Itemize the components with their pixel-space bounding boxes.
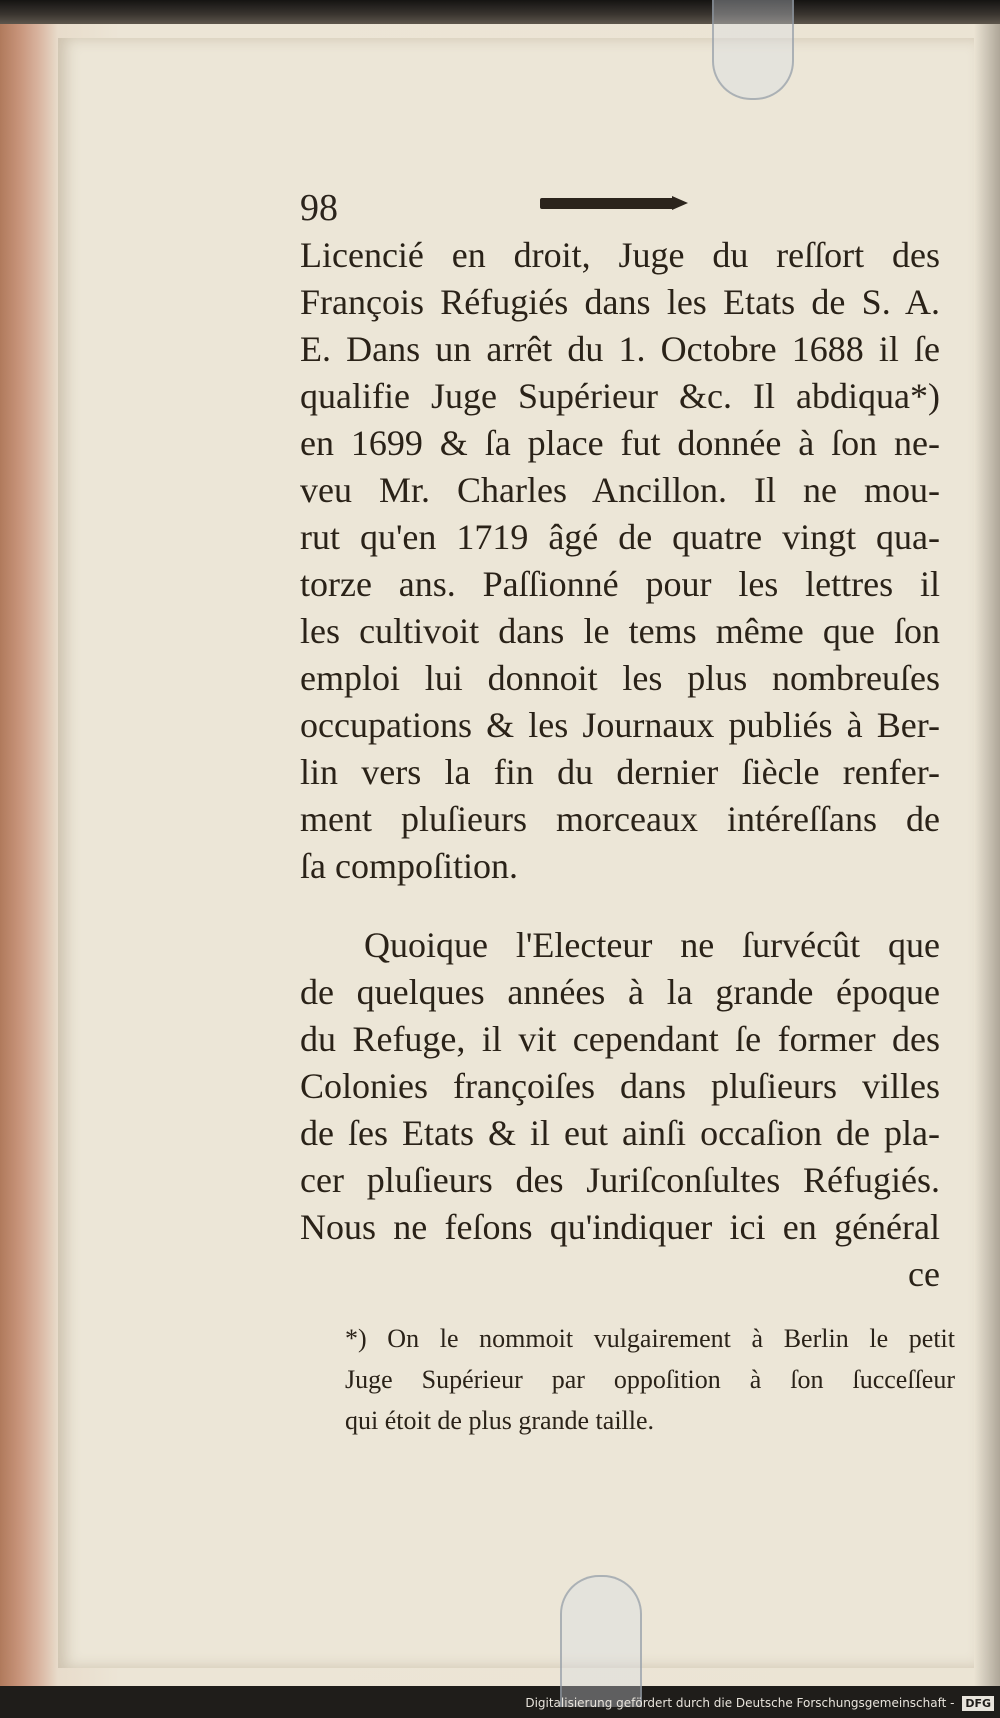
page-header: [300, 186, 940, 236]
page-clip-bottom: [560, 1575, 642, 1707]
body-line: ſa compoſition.: [300, 846, 518, 886]
body-line: ment pluſieurs morceaux intéreſſans de: [300, 799, 940, 839]
body-line: veu Mr. Charles Ancillon. Il ne mou-: [300, 470, 940, 510]
body-line: rut qu'en 1719 âgé de quatre vingt qua-: [300, 517, 940, 557]
body-line: lin vers la fin du dernier ſiècle renfer-: [300, 752, 940, 792]
footnote-line: *) On le nommoit vulgairement à Berlin le petit: [345, 1324, 955, 1353]
body-line: du Refuge, il vit cependant ſe former des: [300, 1019, 940, 1059]
body-line: les cultivoit dans le tems même que ſon: [300, 611, 940, 651]
body-line: Licencié en droit, Juge du reſſort des: [300, 235, 940, 275]
digitization-credit: [525, 1690, 994, 1716]
spine-shadow: [974, 18, 1000, 1686]
top-edge: [0, 0, 1000, 24]
catchword: ce: [908, 1254, 940, 1294]
body-line: qualifie Juge Supérieur &c. Il abdiqua*): [300, 376, 940, 416]
body-line: E. Dans un arrêt du 1. Octobre 1688 il ſe: [300, 329, 940, 369]
credit-text: Digitalisierung gefördert durch die Deutsche Forschungsgemeinschaft -: [525, 1696, 955, 1710]
body-line: cer pluſieurs des Juriſconſultes Réfugiés.: [300, 1160, 940, 1200]
body-line: François Réfugiés dans les Etats de S. A.: [300, 282, 940, 322]
body-line: de quelques années à la grande époque: [300, 972, 940, 1012]
body-line: Nous ne feſons qu'indiquer ici en général: [300, 1207, 940, 1247]
footnote-line: qui étoit de plus grande taille.: [345, 1406, 655, 1435]
page-clip-top: [712, 0, 794, 100]
body-line: en 1699 & ſa place fut donnée à ſon ne-: [300, 423, 940, 463]
header-ornament: [540, 198, 674, 209]
footnote-line: Juge Supérieur par oppoſition à ſon ſucceſſeur: [345, 1365, 955, 1394]
page-body: [300, 232, 940, 1298]
body-line: Colonies françoiſes dans pluſieurs villes: [300, 1066, 940, 1106]
body-line: occupations & les Journaux publiés à Ber-: [300, 705, 940, 745]
body-line: emploi lui donnoit les plus nombreuſes: [300, 658, 940, 698]
dfg-logo: DFG: [962, 1696, 994, 1711]
body-line: de ſes Etats & il eut ainſi occaſion de pla-: [300, 1113, 940, 1153]
body-line: torze ans. Paſſionné pour les lettres il: [300, 564, 940, 604]
page-number: 98: [300, 187, 338, 229]
footnote: [345, 1318, 955, 1441]
body-line: Quoique l'Electeur ne ſurvécût que: [364, 925, 940, 965]
